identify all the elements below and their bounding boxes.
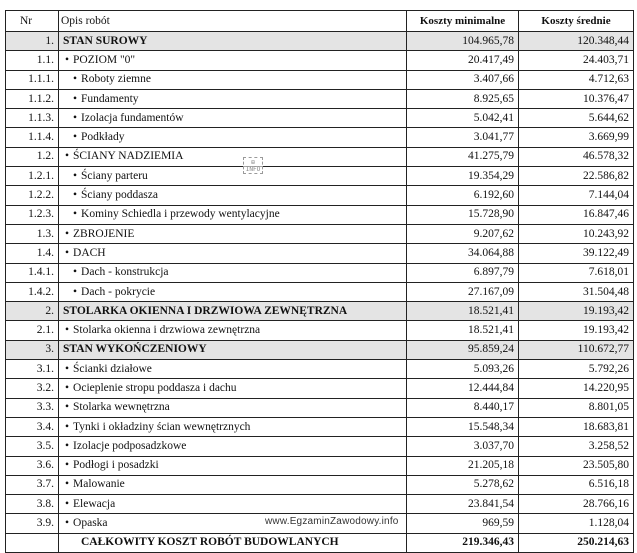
row-description-text: STAN SUROWY bbox=[63, 34, 148, 47]
row-nr: 1.1.4. bbox=[6, 128, 59, 147]
row-description bbox=[59, 495, 407, 514]
row-avg-cost: 10.376,47 bbox=[519, 89, 634, 108]
row-avg-cost: 19.193,42 bbox=[519, 302, 634, 321]
row-nr: 3.8. bbox=[6, 495, 59, 514]
table-row bbox=[6, 360, 634, 379]
row-nr: 1.4.1. bbox=[6, 263, 59, 282]
row-avg-cost: 23.505,80 bbox=[519, 456, 634, 475]
row-description-text: Ściany poddasza bbox=[81, 189, 158, 202]
row-description bbox=[59, 186, 407, 205]
bullet-icon: • bbox=[65, 246, 70, 259]
header-min-cost: Koszty minimalne bbox=[407, 11, 519, 32]
row-avg-cost: 110.672,77 bbox=[519, 340, 634, 359]
bullet-icon: • bbox=[73, 169, 78, 182]
row-min-cost: 41.275,79 bbox=[407, 147, 519, 166]
row-description-text: Malowanie bbox=[73, 478, 125, 491]
row-description bbox=[59, 437, 407, 456]
table-row bbox=[6, 128, 634, 147]
row-nr: 1.2.2. bbox=[6, 186, 59, 205]
row-description bbox=[59, 263, 407, 282]
row-description-text: Ocieplenie stropu poddasza i dachu bbox=[73, 381, 237, 394]
zoom-info-icon: ⊞ INFO bbox=[243, 157, 263, 174]
row-min-cost: 27.167,09 bbox=[407, 282, 519, 301]
table-row bbox=[6, 167, 634, 186]
row-description bbox=[59, 167, 407, 186]
table-row bbox=[6, 51, 634, 70]
bullet-icon: • bbox=[65, 497, 70, 510]
row-description-text: Fundamenty bbox=[81, 92, 139, 105]
row-nr: 3.3. bbox=[6, 398, 59, 417]
row-description-text: ZBROJENIE bbox=[73, 227, 135, 240]
table-row bbox=[6, 456, 634, 475]
row-nr: 3.1. bbox=[6, 360, 59, 379]
row-avg-cost: 39.122,49 bbox=[519, 244, 634, 263]
row-nr: 3.7. bbox=[6, 475, 59, 494]
row-avg-cost: 10.243,92 bbox=[519, 224, 634, 243]
row-min-cost: 8.440,17 bbox=[407, 398, 519, 417]
header-nr: Nr bbox=[6, 11, 59, 32]
row-min-cost: 20.417,49 bbox=[407, 51, 519, 70]
row-min-cost: 6.192,60 bbox=[407, 186, 519, 205]
row-min-cost: 5.278,62 bbox=[407, 475, 519, 494]
row-min-cost: 9.207,62 bbox=[407, 224, 519, 243]
row-nr: 1.1. bbox=[6, 51, 59, 70]
table-row bbox=[6, 244, 634, 263]
row-avg-cost: 3.258,52 bbox=[519, 437, 634, 456]
table-row bbox=[6, 340, 634, 359]
row-avg-cost: 46.578,32 bbox=[519, 147, 634, 166]
table-row bbox=[6, 109, 634, 128]
row-nr: 1.1.1. bbox=[6, 70, 59, 89]
row-description-text: Podłogi i posadzki bbox=[73, 459, 159, 472]
row-nr: 3.5. bbox=[6, 437, 59, 456]
total-min-cost: 219.346,43 bbox=[407, 533, 519, 552]
row-description-text: ŚCIANY NADZIEMIA bbox=[73, 150, 184, 163]
cost-estimate-sheet bbox=[5, 10, 633, 553]
row-description bbox=[59, 360, 407, 379]
row-avg-cost: 19.193,42 bbox=[519, 321, 634, 340]
row-description bbox=[59, 109, 407, 128]
row-description-text: DACH bbox=[73, 246, 106, 259]
row-description bbox=[59, 147, 407, 166]
total-nr bbox=[6, 533, 59, 552]
row-min-cost: 95.859,24 bbox=[407, 340, 519, 359]
row-description bbox=[59, 475, 407, 494]
row-min-cost: 15.728,90 bbox=[407, 205, 519, 224]
bullet-icon: • bbox=[73, 73, 78, 86]
row-min-cost: 5.093,26 bbox=[407, 360, 519, 379]
row-description bbox=[59, 51, 407, 70]
row-nr: 1.2.3. bbox=[6, 205, 59, 224]
row-description-text: Ścianki działowe bbox=[73, 362, 152, 375]
row-min-cost: 104.965,78 bbox=[407, 32, 519, 51]
bullet-icon: • bbox=[65, 227, 70, 240]
row-avg-cost: 7.144,04 bbox=[519, 186, 634, 205]
row-avg-cost: 16.847,46 bbox=[519, 205, 634, 224]
table-row bbox=[6, 147, 634, 166]
row-description-text: Ściany parteru bbox=[81, 169, 148, 182]
row-min-cost: 34.064,88 bbox=[407, 244, 519, 263]
row-min-cost: 23.841,54 bbox=[407, 495, 519, 514]
table-row bbox=[6, 302, 634, 321]
row-avg-cost: 8.801,05 bbox=[519, 398, 634, 417]
row-description bbox=[59, 32, 407, 51]
row-description-text: STAN WYKOŃCZENIOWY bbox=[63, 343, 207, 356]
total-avg-cost: 250.214,63 bbox=[519, 533, 634, 552]
row-description bbox=[59, 302, 407, 321]
table-row bbox=[6, 437, 634, 456]
row-description bbox=[59, 282, 407, 301]
row-description-text: Stolarka wewnętrzna bbox=[73, 401, 170, 414]
total-description: CAŁKOWITY KOSZT ROBÓT BUDOWLANYCH bbox=[59, 533, 407, 552]
table-row bbox=[6, 398, 634, 417]
row-avg-cost: 6.516,18 bbox=[519, 475, 634, 494]
cost-table-body bbox=[6, 32, 634, 553]
bullet-icon: • bbox=[73, 189, 78, 202]
row-description-text: Tynki i okładziny ścian wewnętrznych bbox=[73, 420, 251, 433]
row-description-text: Kominy Schiedla i przewody wentylacyjne bbox=[81, 208, 280, 221]
row-description-text: Elewacja bbox=[73, 497, 116, 510]
row-description bbox=[59, 205, 407, 224]
total-row bbox=[6, 533, 634, 552]
row-description-text: Stolarka okienna i drzwiowa zewnętrzna bbox=[73, 324, 261, 337]
footer-site-url: www.EgzaminZawodowy.info bbox=[262, 516, 402, 527]
row-min-cost: 5.042,41 bbox=[407, 109, 519, 128]
row-nr: 2.1. bbox=[6, 321, 59, 340]
row-avg-cost: 5.792,26 bbox=[519, 360, 634, 379]
row-min-cost: 12.444,84 bbox=[407, 379, 519, 398]
bullet-icon: • bbox=[73, 208, 78, 221]
row-nr: 1.1.2. bbox=[6, 89, 59, 108]
bullet-icon: • bbox=[65, 381, 70, 394]
row-nr: 1.1.3. bbox=[6, 109, 59, 128]
row-min-cost: 19.354,29 bbox=[407, 167, 519, 186]
table-row bbox=[6, 495, 634, 514]
row-avg-cost: 1.128,04 bbox=[519, 514, 634, 533]
row-avg-cost: 3.669,99 bbox=[519, 128, 634, 147]
row-description bbox=[59, 417, 407, 436]
table-row bbox=[6, 263, 634, 282]
row-description-text: POZIOM "0" bbox=[73, 53, 136, 66]
row-avg-cost: 4.712,63 bbox=[519, 70, 634, 89]
row-nr: 1.4.2. bbox=[6, 282, 59, 301]
row-min-cost: 3.037,70 bbox=[407, 437, 519, 456]
row-description-text: Izolacje podposadzkowe bbox=[73, 439, 187, 452]
row-nr: 3. bbox=[6, 340, 59, 359]
table-row bbox=[6, 379, 634, 398]
row-description bbox=[59, 321, 407, 340]
bullet-icon: • bbox=[65, 401, 70, 414]
row-description bbox=[59, 379, 407, 398]
row-description bbox=[59, 224, 407, 243]
bullet-icon: • bbox=[65, 517, 70, 530]
table-row bbox=[6, 224, 634, 243]
row-avg-cost: 14.220,95 bbox=[519, 379, 634, 398]
bullet-icon: • bbox=[65, 439, 70, 452]
row-description-text: Roboty ziemne bbox=[81, 73, 151, 86]
row-avg-cost: 31.504,48 bbox=[519, 282, 634, 301]
row-description bbox=[59, 244, 407, 263]
row-min-cost: 3.041,77 bbox=[407, 128, 519, 147]
table-row bbox=[6, 321, 634, 340]
row-nr: 3.4. bbox=[6, 417, 59, 436]
header-description: Opis robót bbox=[59, 11, 407, 32]
row-nr: 3.2. bbox=[6, 379, 59, 398]
table-row bbox=[6, 32, 634, 51]
table-row bbox=[6, 89, 634, 108]
row-avg-cost: 22.586,82 bbox=[519, 167, 634, 186]
bullet-icon: • bbox=[65, 150, 70, 163]
row-description bbox=[59, 128, 407, 147]
bullet-icon: • bbox=[65, 478, 70, 491]
table-header-row bbox=[6, 11, 634, 32]
row-avg-cost: 24.403,71 bbox=[519, 51, 634, 70]
row-description-text: Dach - pokrycie bbox=[81, 285, 156, 298]
bullet-icon: • bbox=[65, 420, 70, 433]
row-avg-cost: 7.618,01 bbox=[519, 263, 634, 282]
row-nr: 3.6. bbox=[6, 456, 59, 475]
row-min-cost: 8.925,65 bbox=[407, 89, 519, 108]
row-description bbox=[59, 398, 407, 417]
row-min-cost: 21.205,18 bbox=[407, 456, 519, 475]
cost-table bbox=[5, 10, 634, 553]
row-nr: 3.9. bbox=[6, 514, 59, 533]
bullet-icon: • bbox=[73, 266, 78, 279]
row-avg-cost: 28.766,16 bbox=[519, 495, 634, 514]
row-description bbox=[59, 89, 407, 108]
row-min-cost: 18.521,41 bbox=[407, 302, 519, 321]
row-description-text: Podkłady bbox=[81, 131, 125, 144]
row-min-cost: 969,59 bbox=[407, 514, 519, 533]
table-row bbox=[6, 475, 634, 494]
row-avg-cost: 120.348,44 bbox=[519, 32, 634, 51]
row-description bbox=[59, 340, 407, 359]
row-nr: 1.2. bbox=[6, 147, 59, 166]
row-min-cost: 15.548,34 bbox=[407, 417, 519, 436]
row-description bbox=[59, 456, 407, 475]
row-avg-cost: 5.644,62 bbox=[519, 109, 634, 128]
bullet-icon: • bbox=[65, 53, 70, 66]
row-description bbox=[59, 70, 407, 89]
row-description-text: Opaska bbox=[73, 517, 108, 530]
bullet-icon: • bbox=[65, 324, 70, 337]
row-min-cost: 3.407,66 bbox=[407, 70, 519, 89]
row-nr: 1.4. bbox=[6, 244, 59, 263]
table-row bbox=[6, 282, 634, 301]
bullet-icon: • bbox=[73, 131, 78, 144]
row-description-text: STOLARKA OKIENNA I DRZWIOWA ZEWNĘTRZNA bbox=[63, 304, 348, 317]
bullet-icon: • bbox=[73, 111, 78, 124]
header-avg-cost: Koszty średnie bbox=[519, 11, 634, 32]
table-row bbox=[6, 417, 634, 436]
row-nr: 1. bbox=[6, 32, 59, 51]
table-row bbox=[6, 205, 634, 224]
row-description-text: Izolacja fundamentów bbox=[81, 111, 184, 124]
row-nr: 1.3. bbox=[6, 224, 59, 243]
row-min-cost: 18.521,41 bbox=[407, 321, 519, 340]
row-avg-cost: 18.683,81 bbox=[519, 417, 634, 436]
bullet-icon: • bbox=[65, 459, 70, 472]
row-nr: 1.2.1. bbox=[6, 167, 59, 186]
bullet-icon: • bbox=[73, 92, 78, 105]
bullet-icon: • bbox=[65, 362, 70, 375]
row-min-cost: 6.897,79 bbox=[407, 263, 519, 282]
table-row bbox=[6, 70, 634, 89]
table-row bbox=[6, 186, 634, 205]
row-nr: 2. bbox=[6, 302, 59, 321]
row-description-text: Dach - konstrukcja bbox=[81, 266, 169, 279]
bullet-icon: • bbox=[73, 285, 78, 298]
